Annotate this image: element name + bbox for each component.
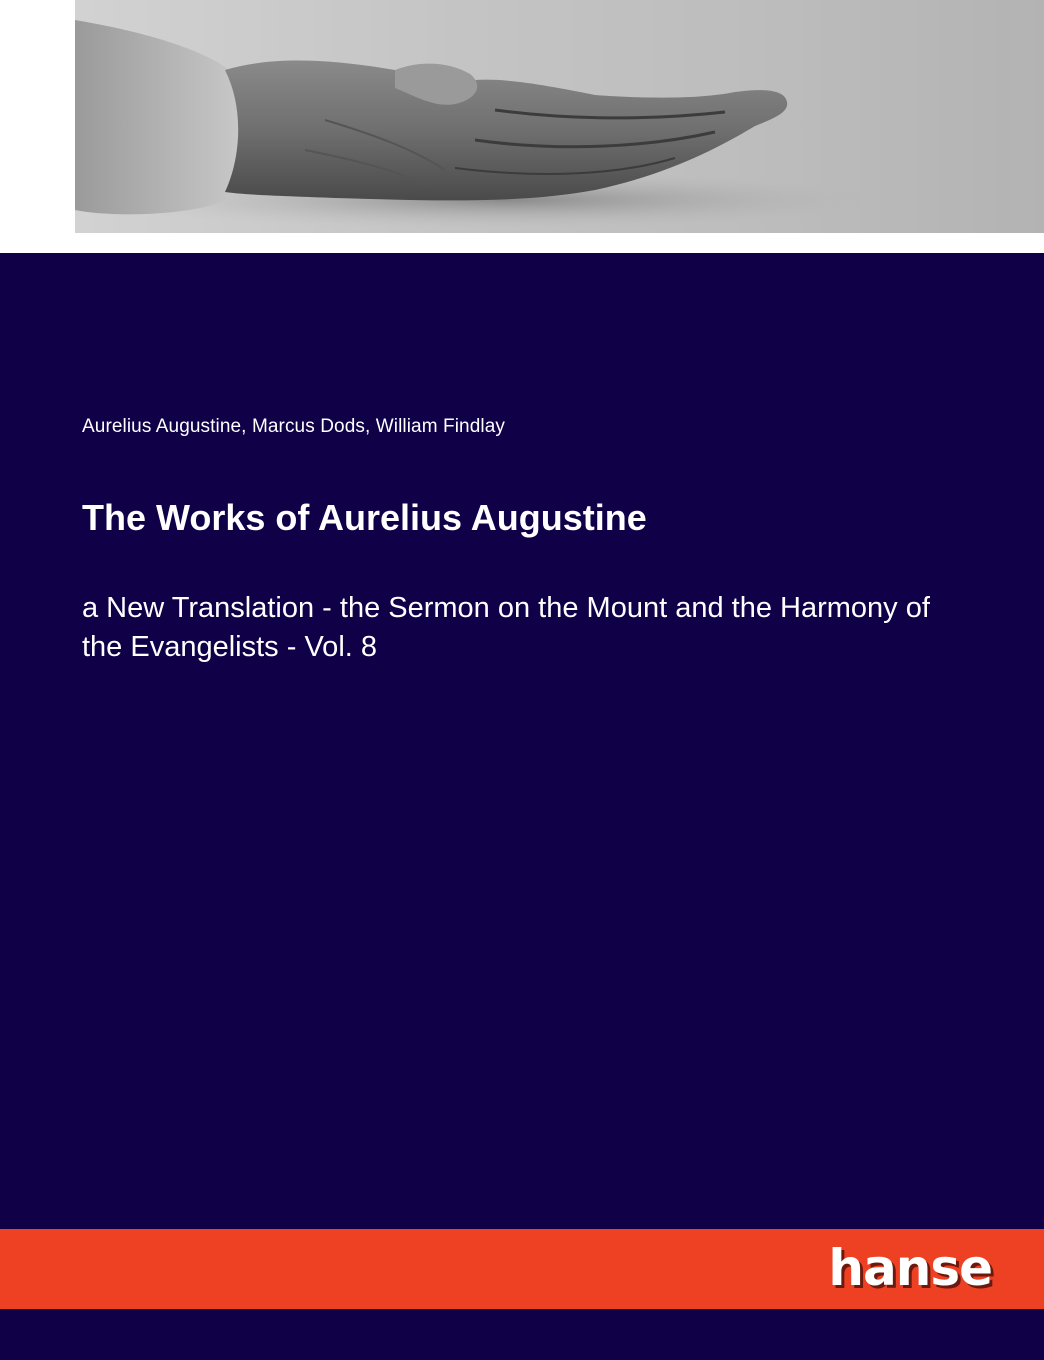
book-title: The Works of Aurelius Augustine [82, 497, 647, 538]
hand-illustration [75, 0, 1044, 233]
book-subtitle: a New Translation - the Sermon on the Mount and the Harmony of the Evangelists - Vol. 8 [82, 592, 930, 663]
publisher-logo: hanse [828, 1239, 992, 1297]
cover-top-band [0, 0, 1044, 253]
author-names: Aurelius Augustine, Marcus Dods, William Findlay [82, 416, 505, 437]
open-palm-hand-photo [75, 0, 1044, 233]
